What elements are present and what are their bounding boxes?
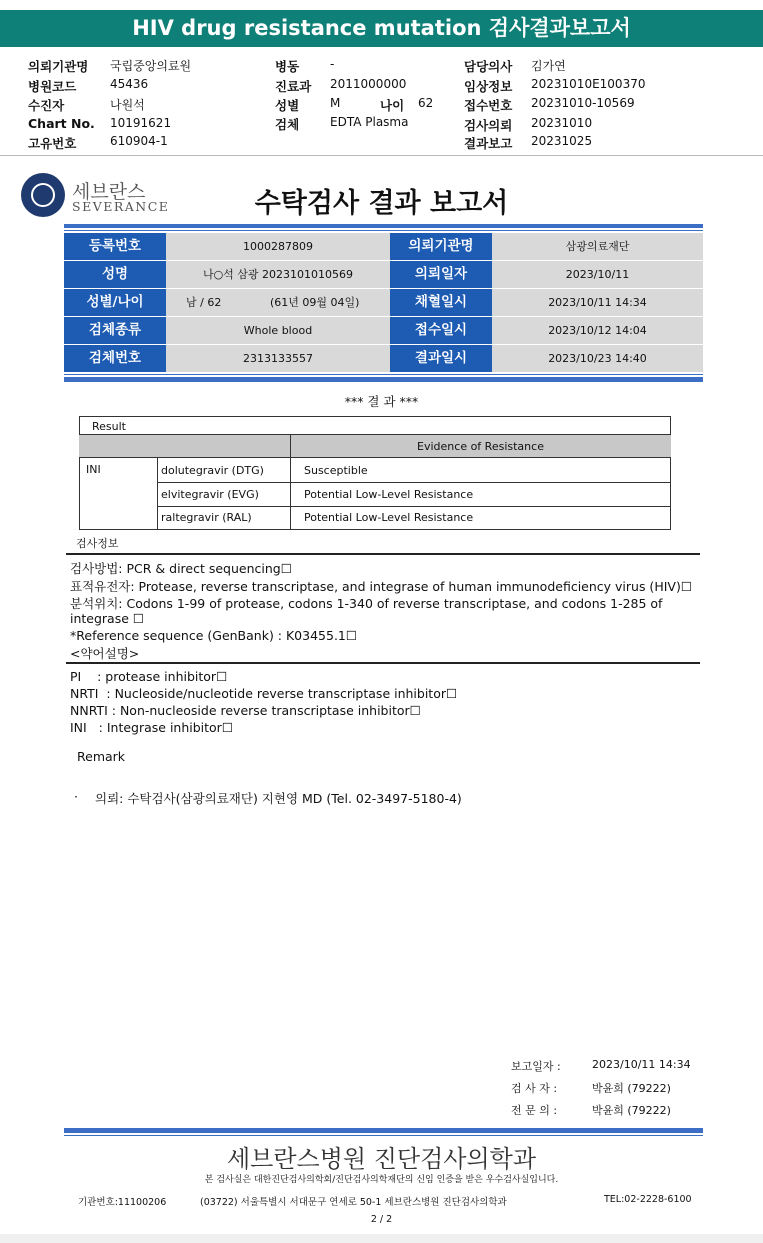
test-info-line: integrase ☐: [70, 611, 145, 626]
header-label: 진료과: [275, 79, 312, 94]
footer-accreditation: 본 검사실은 대한진단검사의학회/진단검사의학재단의 신임 인증을 받은 우수검사실입니다.: [204, 1175, 559, 1185]
header-label: 의뢰기관명: [28, 59, 89, 74]
header-label: 수진자: [28, 98, 65, 113]
resistance-evidence: Potential Low-Level Resistance: [304, 511, 474, 524]
info-value: 2023/10/11 14:34: [492, 289, 703, 316]
info-value: 남 / 62: [186, 296, 222, 309]
header-value: 김가연: [531, 59, 566, 73]
test-info-line: 표적유전자: Protease, reverse transcriptase, and integrase of human immunodeficiency virus (HIV)☐: [70, 579, 693, 594]
info-label: 검체종류: [64, 317, 166, 344]
test-info-heading: 검사정보: [76, 537, 119, 550]
header-label: 나이: [380, 98, 405, 113]
test-info-line: 분석위치: Codons 1-99 of protease, codons 1-340 of reverse transcriptase, and codons 1-285 of: [70, 596, 663, 611]
abbreviation-item: INI : Integrase inhibitor☐: [70, 720, 234, 735]
footer-page-number: 2 / 2: [370, 1214, 393, 1225]
footer-department-title: 세브란스병원 진단검사의학과: [226, 1145, 537, 1173]
remark-bullet: ·: [74, 789, 78, 804]
info-label: 접수일시: [390, 317, 492, 344]
header-divider: [0, 155, 763, 156]
header-value: 나원석: [110, 98, 145, 112]
info-row: [64, 289, 703, 316]
info-value: Whole blood: [166, 317, 390, 344]
footer-address: (03722) 서울특별시 서대문구 연세로 50-1 세브란스병원 진단검사의학과: [200, 1197, 507, 1208]
header-label: 결과보고: [464, 136, 513, 151]
section-divider: [66, 553, 700, 555]
signoff-value: 박윤희 (79222): [592, 1082, 671, 1095]
blue-rule-bottom: [64, 377, 703, 382]
resistance-evidence: Potential Low-Level Resistance: [304, 488, 474, 501]
info-label: 등록번호: [64, 233, 166, 260]
info-row: [64, 233, 703, 260]
signoff-label: 검 사 자 :: [511, 1082, 558, 1095]
header-value: 20231010-10569: [531, 96, 635, 110]
col-divider: [157, 458, 158, 530]
remark-text: 의뢰: 수탁검사(삼광의료재단) 지현영 MD (Tel. 02-3497-5180-4): [95, 791, 462, 806]
info-label: 결과일시: [390, 345, 492, 372]
section-divider: [66, 662, 700, 664]
row-divider: [157, 506, 671, 507]
info-label: 성명: [64, 261, 166, 288]
header-value: 20231010E100370: [531, 77, 646, 91]
row-divider: [157, 482, 671, 483]
report-banner-title: HIV drug resistance mutation 검사결과보고서: [0, 10, 763, 47]
header-label: 검사의뢰: [464, 118, 513, 133]
info-label: 의뢰기관명: [390, 233, 492, 260]
info-value: 2023/10/23 14:40: [492, 345, 703, 372]
header-value: M: [330, 96, 341, 110]
header-label: 담당의사: [464, 59, 513, 74]
header-value: EDTA Plasma: [330, 115, 409, 129]
header-value: 610904-1: [110, 134, 168, 148]
info-value: 나○석 삼광 2023101010569: [166, 261, 390, 288]
abbreviation-item: NNRTI : Non-nucleoside reverse transcriptase inhibitor☐: [70, 703, 421, 718]
header-value: 2011000000: [330, 77, 407, 91]
footer-blue-rule: [64, 1128, 703, 1133]
header-value: -: [330, 57, 335, 71]
header-value: 10191621: [110, 116, 172, 130]
signoff-value: 박윤희 (79222): [592, 1104, 671, 1117]
test-info-line: *Reference sequence (GenBank) : K03455.1☐: [70, 628, 358, 643]
info-label: 성별/나이: [64, 289, 166, 316]
report-title: 수탁검사 결과 보고서: [254, 188, 509, 219]
header-label: 임상정보: [464, 79, 513, 94]
header-value: 20231025: [531, 134, 593, 148]
header-label: 접수번호: [464, 98, 513, 113]
header-value: 62: [418, 96, 434, 110]
info-value-cell: [166, 289, 390, 316]
logo-korean-text: 세브란스: [72, 181, 146, 203]
header-label: 검체: [275, 117, 300, 132]
info-label: 채혈일시: [390, 289, 492, 316]
info-value: 1000287809: [166, 233, 390, 260]
header-label: 고유번호: [28, 136, 77, 151]
footer-tel: TEL:02-2228-6100: [604, 1194, 692, 1205]
drug-name: dolutegravir (DTG): [161, 464, 264, 477]
test-info-line: 검사방법: PCR & direct sequencing☐: [70, 561, 292, 576]
signoff-value: 2023/10/11 14:34: [592, 1058, 691, 1071]
info-value-extra: (61년 09월 04일): [270, 296, 360, 309]
info-label: 검체번호: [64, 345, 166, 372]
header-value: 20231010: [531, 116, 593, 130]
resistance-evidence: Susceptible: [304, 464, 368, 477]
info-row: [64, 261, 703, 288]
blue-rule-top: [64, 224, 703, 228]
info-value: 2313133557: [166, 345, 390, 372]
abbreviation-item: PI : protease inhibitor☐: [70, 669, 228, 684]
page-bottom-margin: [0, 1234, 763, 1243]
footer-org-code: 기관번호:11100206: [78, 1197, 167, 1208]
header-label: 성별: [275, 98, 300, 113]
header-value: 45436: [110, 77, 149, 91]
blue-rule-top-thin: [64, 230, 703, 231]
info-value: 2023/10/12 14:04: [492, 317, 703, 344]
footer-blue-rule-thin: [64, 1135, 703, 1136]
abbreviation-item: NRTI : Nucleoside/nucleotide reverse transcriptase inhibitor☐: [70, 686, 458, 701]
test-info-line: <약어설명>: [70, 646, 140, 661]
drug-name: elvitegravir (EVG): [161, 488, 259, 501]
result-table-header: Evidence of Resistance: [417, 440, 544, 453]
drug-name: raltegravir (RAL): [161, 511, 252, 524]
drug-class-label: INI: [86, 463, 101, 476]
info-value: 2023/10/11: [492, 261, 703, 288]
info-row: [64, 317, 703, 344]
result-table-caption: Result: [92, 420, 126, 433]
info-label: 의뢰일자: [390, 261, 492, 288]
header-label: Chart No.: [28, 116, 95, 131]
info-row: [64, 345, 703, 372]
header-label: 병동: [275, 59, 300, 74]
results-heading: *** 결 과 ***: [344, 394, 419, 409]
header-label: 병원코드: [28, 79, 77, 94]
signoff-label: 보고일자 :: [511, 1060, 561, 1073]
info-value: 삼광의료재단: [492, 233, 703, 260]
logo-english-text: SEVERANCE: [72, 199, 170, 214]
header-value: 국립중앙의료원: [110, 59, 192, 73]
remark-heading: Remark: [77, 749, 126, 764]
signoff-label: 전 문 의 :: [511, 1104, 558, 1117]
blue-rule-bottom-thin: [64, 374, 703, 375]
